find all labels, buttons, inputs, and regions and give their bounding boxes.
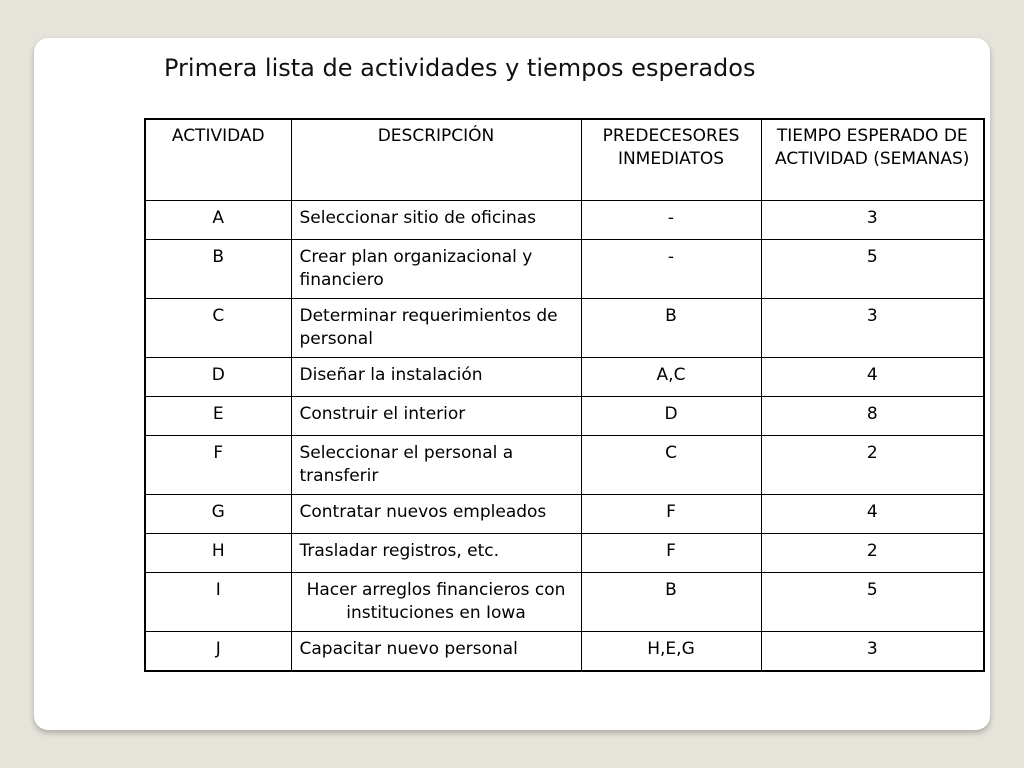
- predecessors-cell: A,C: [581, 358, 761, 397]
- predecessors-cell: F: [581, 534, 761, 573]
- slide: [34, 38, 990, 730]
- predecessors-cell: B: [581, 573, 761, 632]
- predecessors-cell: F: [581, 495, 761, 534]
- predecessors-cell: D: [581, 397, 761, 436]
- header-expected-time: TIEMPO ESPERADO DE ACTIVIDAD (SEMANAS): [761, 119, 984, 201]
- description-cell: Trasladar registros, etc.: [291, 534, 581, 573]
- activity-cell: B: [145, 240, 291, 299]
- activity-cell: G: [145, 495, 291, 534]
- table-row: [145, 358, 984, 397]
- time-cell: 4: [761, 358, 984, 397]
- header-description: DESCRIPCIÓN: [291, 119, 581, 201]
- table-row: [145, 534, 984, 573]
- table-row: [145, 299, 984, 358]
- table-row: [145, 397, 984, 436]
- description-cell: Construir el interior: [291, 397, 581, 436]
- time-cell: 3: [761, 201, 984, 240]
- header-predecessors: PREDECESORES INMEDIATOS: [581, 119, 761, 201]
- activity-cell: C: [145, 299, 291, 358]
- predecessors-cell: -: [581, 240, 761, 299]
- activity-cell: J: [145, 632, 291, 672]
- activities-table: [144, 118, 985, 672]
- table-row: [145, 240, 984, 299]
- predecessors-cell: C: [581, 436, 761, 495]
- description-cell: Diseñar la instalación: [291, 358, 581, 397]
- description-cell: Determinar requerimientos de personal: [291, 299, 581, 358]
- slide-title: Primera lista de actividades y tiempos esperados: [164, 54, 756, 82]
- time-cell: 5: [761, 240, 984, 299]
- table-header-row: [145, 119, 984, 201]
- predecessors-cell: B: [581, 299, 761, 358]
- description-cell: Contratar nuevos empleados: [291, 495, 581, 534]
- time-cell: 3: [761, 299, 984, 358]
- activity-cell: H: [145, 534, 291, 573]
- activity-cell: A: [145, 201, 291, 240]
- description-cell: Capacitar nuevo personal: [291, 632, 581, 672]
- description-cell: Seleccionar el personal a transferir: [291, 436, 581, 495]
- time-cell: 2: [761, 534, 984, 573]
- table-row: [145, 201, 984, 240]
- header-activity: ACTIVIDAD: [145, 119, 291, 201]
- table-row: [145, 632, 984, 672]
- table-row: [145, 495, 984, 534]
- time-cell: 3: [761, 632, 984, 672]
- activity-cell: F: [145, 436, 291, 495]
- description-cell: Seleccionar sitio de oficinas: [291, 201, 581, 240]
- table-row: [145, 573, 984, 632]
- predecessors-cell: H,E,G: [581, 632, 761, 672]
- description-cell: Crear plan organizacional y financiero: [291, 240, 581, 299]
- description-cell: Hacer arreglos financieros con instituciones en Iowa: [291, 573, 581, 632]
- table-row: [145, 436, 984, 495]
- activity-cell: I: [145, 573, 291, 632]
- time-cell: 5: [761, 573, 984, 632]
- time-cell: 8: [761, 397, 984, 436]
- predecessors-cell: -: [581, 201, 761, 240]
- activity-cell: D: [145, 358, 291, 397]
- activity-cell: E: [145, 397, 291, 436]
- time-cell: 4: [761, 495, 984, 534]
- time-cell: 2: [761, 436, 984, 495]
